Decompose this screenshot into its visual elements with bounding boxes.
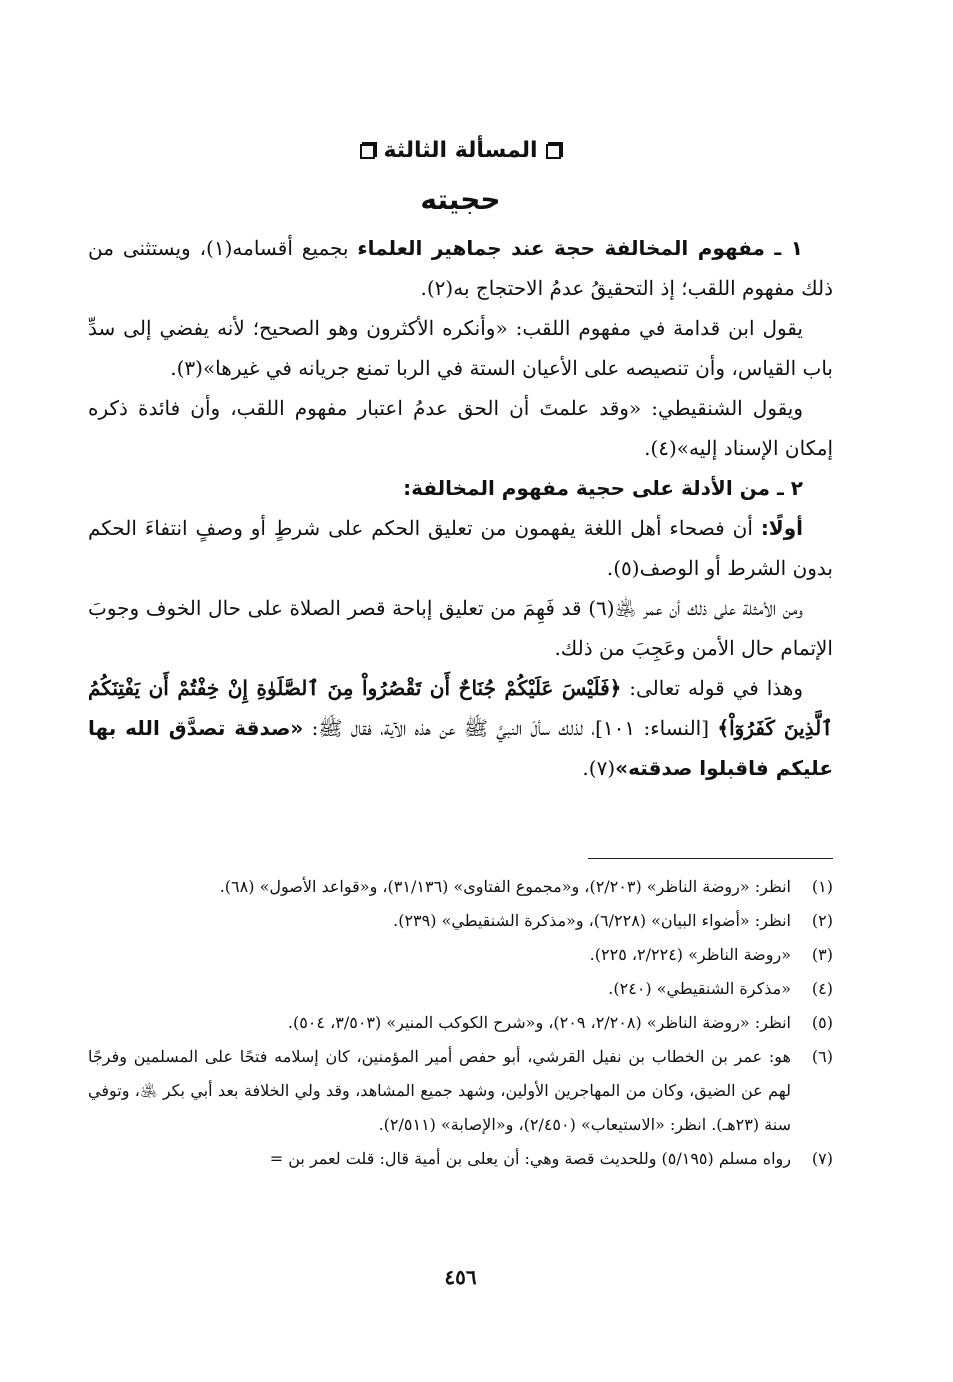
paragraph-text: ومن الأمثلة على ذلك أن عمر ﵁(٦) قد فَهِمَ من تعليق إباحة قصر الصلاة على حال الخوف وجوبَ الإتمام حال الأمن وعَجِبَ من ذلك.: [88, 596, 833, 660]
quran-verse: ﴿فَلَيْسَ عَلَيْكُمْ جُنَاحٌ أَن تَقْصُرُواْ مِنَ ٱلصَّلَوٰةِ إِنْ خِفْتُمْ أَن يَفْتِنَكُمُ ٱلَّذِينَ كَفَرُوٓاْ﴾: [88, 676, 833, 740]
footnote-divider: [588, 858, 833, 859]
footnote: [88, 1006, 833, 1040]
section-heading: [88, 136, 833, 166]
paragraph-2: [88, 308, 833, 388]
paragraph-5: [88, 508, 833, 588]
paragraph-text: [النساء: ١٠١]، لذلك سألَ النبيَّ ﷺ عن هذه الآية، فقال ﷺ:: [303, 716, 718, 740]
hadith-quote: «صدقة تصدَّق الله بها عليكم فاقبلوا صدقته»: [88, 716, 833, 780]
page-title: حجيته: [420, 183, 501, 216]
footnote: [88, 938, 833, 972]
paragraph-lead: ١ ـ مفهوم المخالفة حجة عند جماهير العلماء: [357, 236, 803, 260]
footnote-number: (٢): [811, 911, 833, 930]
square-ornament-icon: [360, 144, 375, 159]
paragraph-3: [88, 388, 833, 468]
paragraph-4: [88, 468, 833, 508]
footnote-text: هو: عمر بن الخطاب بن نفيل القرشي، أبو حفص أمير المؤمنين، كان إسلامه فتحًا على المسلمين وفرجًا لهم عن الضيق، وكان من المهاجرين الأولين، وشهد جميع المشاهد، وقد ولي الخلافة بعد أبي بكر ﵁، وتوفي سنة (٢٣هـ). انظر: «الاستيعاب» (٢/٤٥٠)، و«الإصابة» (٢/٥١١).: [88, 1047, 791, 1134]
footnote-number: (١): [811, 877, 833, 896]
footnote-number: (٦): [811, 1047, 833, 1066]
footnotes: [88, 870, 833, 1176]
body-text: [88, 228, 833, 788]
paragraph-text: ويقول الشنقيطي: «وقد علمتَ أن الحق عدمُ اعتبار مفهوم اللقب، وأن فائدة ذكره إمكان الإسناد إليه»(٤).: [88, 396, 833, 460]
paragraph-6: [88, 588, 833, 668]
footnote: [88, 870, 833, 904]
paragraph-lead: أولًا:: [760, 516, 803, 540]
paragraph-text: وهذا في قوله تعالى:: [621, 676, 803, 700]
paragraph-lead: ٢ ـ من الأدلة على حجية مفهوم المخالفة:: [403, 476, 803, 500]
footnote-number: (٧): [811, 1149, 833, 1168]
footnote-text: انظر: «أضواء البيان» (٦/٢٢٨)، و«مذكرة الشنقيطي» (٢٣٩).: [393, 911, 791, 930]
paragraph-text: (٧).: [582, 756, 616, 780]
section-heading-text: المسألة الثالثة: [383, 138, 538, 163]
paragraph-text: بجميع أقسامه(١)، ويستثنى من ذلك مفهوم اللقب؛ إذ التحقيقُ عدمُ الاحتجاج به(٢).: [88, 236, 833, 300]
page-number: ٤٥٦: [444, 1265, 477, 1289]
book-page: [88, 0, 833, 1382]
paragraph-1: [88, 228, 833, 308]
footnote-number: (٥): [811, 1013, 833, 1032]
square-ornament-icon: [546, 144, 561, 159]
footnote-number: (٤): [811, 979, 833, 998]
footnote: [88, 1040, 833, 1142]
footnote-text: «مذكرة الشنقيطي» (٢٤٠).: [608, 979, 791, 998]
footnote-text: انظر: «روضة الناظر» (٢/٢٠٣)، و«مجموع الفتاوى» (٣١/١٣٦)، و«قواعد الأصول» (٦٨).: [219, 877, 791, 896]
footnote: [88, 904, 833, 938]
footnote-text: رواه مسلم (٥/١٩٥) وللحديث قصة وهي: أن يعلى بن أمية قال: قلت لعمر بن =: [269, 1149, 791, 1168]
footnote: [88, 1142, 833, 1176]
footnote-text: انظر: «روضة الناظر» (٢/٢٠٨، ٢٠٩)، و«شرح الكوكب المنير» (٣/٥٠٣، ٥٠٤).: [287, 1013, 791, 1032]
paragraph-text: يقول ابن قدامة في مفهوم اللقب: «وأنكره الأكثرون وهو الصحيح؛ لأنه يفضي إلى سدِّ باب القياس، وأن تنصيصه على الأعيان الستة في الربا تمنع جريانه في غيرها»(٣).: [88, 316, 833, 380]
paragraph-text: أن فصحاء أهل اللغة يفهمون من تعليق الحكم على شرطٍ أو وصفٍ انتفاءَ الحكم بدون الشرط أو الوصف(٥).: [88, 516, 833, 580]
paragraph-7: [88, 668, 833, 788]
footnote-text: «روضة الناظر» (٢/٢٢٤، ٢٢٥).: [589, 945, 791, 964]
footnote: [88, 972, 833, 1006]
footnote-number: (٣): [811, 945, 833, 964]
